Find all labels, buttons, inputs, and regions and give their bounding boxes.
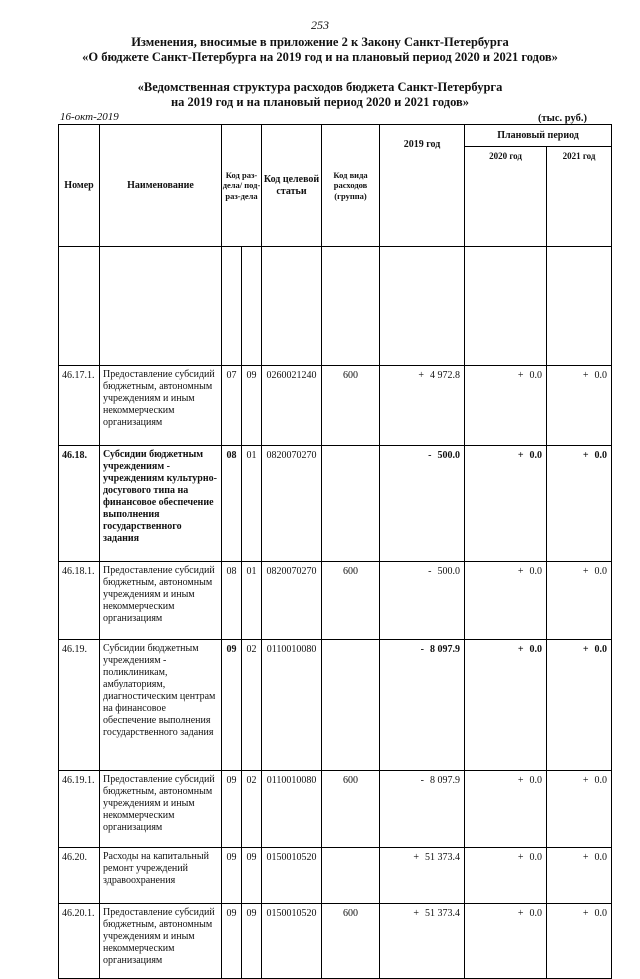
row-name: Предоставление субсидий бюджетным, автономным учреждениям и иным некоммерческим организациям [100,562,222,640]
amount-2020-sign: + [517,852,524,863]
row-number: 46.20.1. [59,904,100,979]
target-code: 0820070270 [262,562,322,640]
amount-2019-sign: + [413,852,420,863]
section-code: 08 [222,562,242,640]
amount-2021-value: 0.0 [594,566,608,577]
document-title [0,35,640,65]
row-number: 46.18. [59,446,100,562]
amount-2020-sign: + [517,644,524,655]
amount-2020 [465,771,547,848]
header-planned-period: Плановый период [465,125,612,147]
amount-2021-sign: + [582,852,589,863]
subsection-code: 09 [242,904,262,979]
amount-2019-value: 500.0 [437,566,461,577]
budget-table [58,124,612,979]
expense-code [322,640,380,771]
expense-code: 600 [322,562,380,640]
expense-code: 600 [322,771,380,848]
amount-2021-value: 0.0 [594,908,608,919]
table-row [59,771,612,848]
amount-2019 [380,904,465,979]
table-row [59,848,612,904]
page-number: 253 [311,18,329,32]
amount-2021 [547,848,612,904]
amount-2019-sign: - [428,566,432,577]
amount-2020 [465,562,547,640]
appendix-title [0,80,640,110]
header-2021: 2021 год [547,147,612,247]
amount-2019 [380,562,465,640]
target-code: 0150010520 [262,848,322,904]
amount-2020-value: 0.0 [529,644,543,655]
amount-2019-sign: - [420,644,425,655]
amount-2021-sign: + [582,644,589,655]
row-name: Предоставление субсидий бюджетным, автономным учреждениям и иным некоммерческим организациям [100,771,222,848]
amount-2020-value: 0.0 [529,450,543,461]
amount-2020 [465,848,547,904]
amount-2020 [465,640,547,771]
amount-2020-sign: + [517,370,524,381]
amount-2019-value: 8 097.9 [430,644,461,655]
title-line-3: «Ведомственная структура расходов бюджета Санкт-Петербурга [137,80,503,94]
amount-2021-value: 0.0 [594,644,608,655]
row-number: 46.17.1. [59,366,100,446]
amount-2019 [380,848,465,904]
section-code: 07 [222,366,242,446]
header-section-code: Код раз-дела/ под-раз-дела [222,125,262,247]
units-label: (тыс. руб.) [538,113,587,124]
target-code: 0110010080 [262,640,322,771]
amount-2020 [465,366,547,446]
table-row [59,904,612,979]
row-number: 46.20. [59,848,100,904]
amount-2020-value: 0.0 [529,566,543,577]
amount-2019-sign: - [428,450,432,461]
row-name: Субсидии бюджетным учреждениям - учреждениям культурно-досугового типа на финансовое обеспечение выполнения государственного задания [100,446,222,562]
amount-2021-sign: + [582,908,589,919]
table-row [59,640,612,771]
amount-2020-sign: + [517,908,524,919]
target-code: 0820070270 [262,446,322,562]
expense-code: 600 [322,904,380,979]
amount-2021 [547,562,612,640]
amount-2020-sign: + [517,775,524,786]
subsection-code: 01 [242,562,262,640]
amount-2021 [547,771,612,848]
amount-2020-value: 0.0 [529,908,543,919]
amount-2019 [380,366,465,446]
amount-2019-sign: - [420,775,425,786]
header-target-code: Код целевой статьи [262,125,322,247]
amount-2021-sign: + [582,370,589,381]
amount-2019-value: 4 972.8 [430,370,461,381]
table-row [59,366,612,446]
amount-2021-sign: + [582,450,589,461]
amount-2020-sign: + [517,450,524,461]
amount-2021-value: 0.0 [594,775,608,786]
amount-2019 [380,640,465,771]
row-number: 46.19. [59,640,100,771]
amount-2021 [547,904,612,979]
title-line-2: «О бюджете Санкт-Петербурга на 2019 год и на плановый период 2020 и 2021 годов» [82,50,558,64]
section-code: 08 [222,446,242,562]
header-number: Номер [59,125,100,247]
row-name: Предоставление субсидий бюджетным, автономным учреждениям и иным некоммерческим организациям [100,904,222,979]
subsection-code: 09 [242,366,262,446]
amount-2021-value: 0.0 [594,852,608,863]
amount-2021-sign: + [582,566,589,577]
expense-code [322,446,380,562]
section-code: 09 [222,904,242,979]
amount-2020 [465,904,547,979]
section-code: 09 [222,848,242,904]
header-2019: 2019 год [380,125,465,247]
header-2020: 2020 год [465,147,547,247]
amount-2020-value: 0.0 [529,370,543,381]
amount-2019-value: 51 373.4 [425,852,461,863]
amount-2021-sign: + [582,775,589,786]
row-number: 46.19.1. [59,771,100,848]
amount-2021 [547,366,612,446]
table-row [59,562,612,640]
amount-2019 [380,771,465,848]
target-code: 0150010520 [262,904,322,979]
subsection-code: 02 [242,771,262,848]
table-row [59,446,612,562]
amount-2019-value: 51 373.4 [425,908,461,919]
row-name: Субсидии бюджетным учреждениям - поликлиникам, амбулаториям, диагностическим центрам на финансовое обеспечение выполнения государственного задания [100,640,222,771]
amount-2020-value: 0.0 [529,852,543,863]
document-date: 16-окт-2019 [60,111,119,123]
blank-spacer-row [59,247,612,366]
target-code: 0260021240 [262,366,322,446]
amount-2019-value: 500.0 [437,450,461,461]
amount-2019-value: 8 097.9 [430,775,461,786]
target-code: 0110010080 [262,771,322,848]
section-code: 09 [222,771,242,848]
subsection-code: 01 [242,446,262,562]
section-code: 09 [222,640,242,771]
amount-2020-sign: + [517,566,524,577]
header-expense-code: Код вида расходов (группа) [322,125,380,247]
amount-2020-value: 0.0 [529,775,543,786]
amount-2019 [380,446,465,562]
amount-2021 [547,446,612,562]
expense-code: 600 [322,366,380,446]
amount-2021-value: 0.0 [594,450,608,461]
amount-2019-sign: + [413,908,420,919]
subsection-code: 02 [242,640,262,771]
header-name: Наименование [100,125,222,247]
amount-2021-value: 0.0 [594,370,608,381]
expense-code [322,848,380,904]
row-name: Предоставление субсидий бюджетным, автономным учреждениям и иным некоммерческим организациям [100,366,222,446]
amount-2020 [465,446,547,562]
amount-2019-sign: + [418,370,425,381]
row-number: 46.18.1. [59,562,100,640]
title-line-4: на 2019 год и на плановый период 2020 и 2021 годов» [170,95,470,109]
subsection-code: 09 [242,848,262,904]
title-line-1: Изменения, вносимые в приложение 2 к Закону Санкт-Петербурга [131,35,509,49]
amount-2021 [547,640,612,771]
row-name: Расходы на капитальный ремонт учреждений здравоохранения [100,848,222,904]
